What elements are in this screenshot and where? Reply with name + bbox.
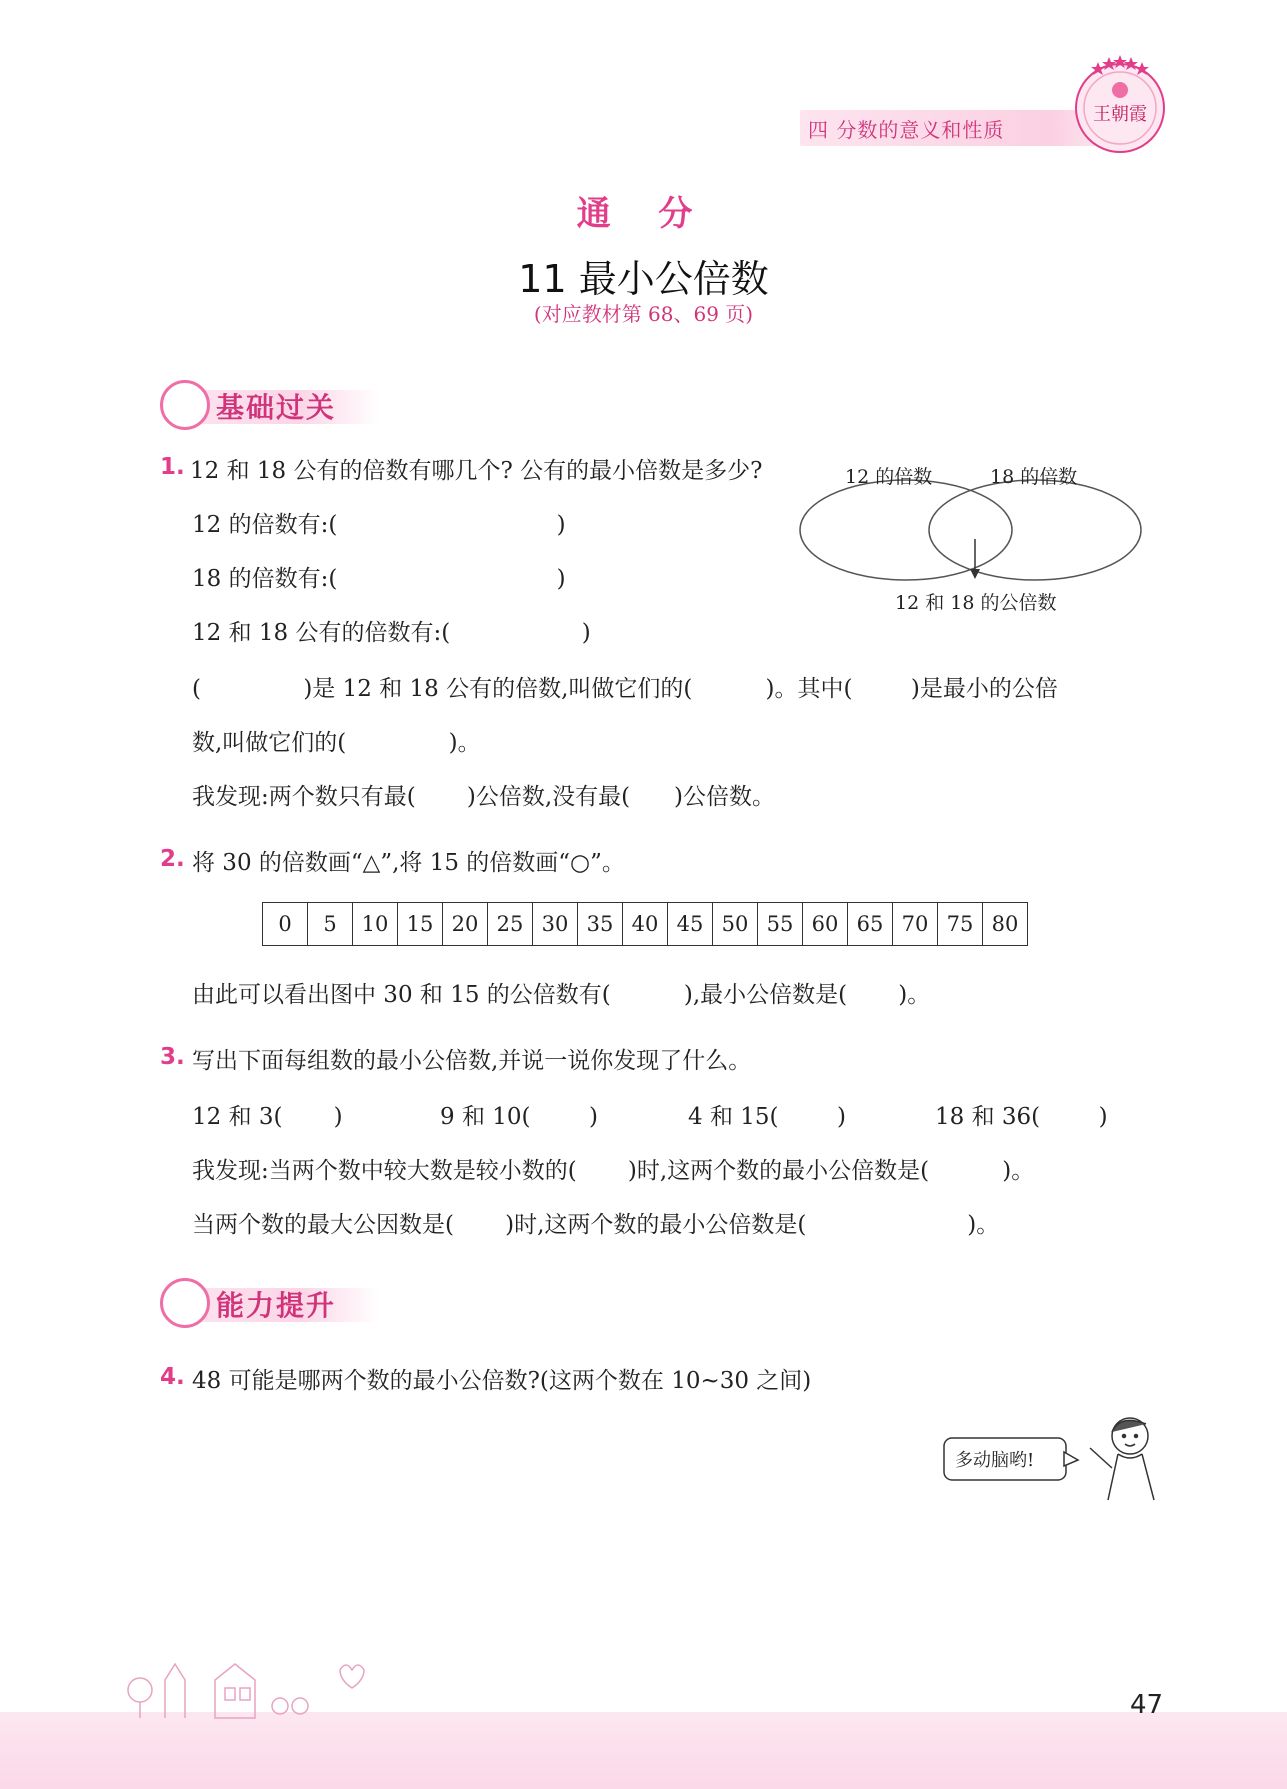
venn-right-ellipse [929, 480, 1141, 580]
q1-line-definition: ( )是 12 和 18 公有的倍数,叫做它们的( )。其中( )是最小的公倍 [192, 676, 1058, 702]
section-header-advanced [160, 1278, 400, 1326]
number-cell[interactable]: 50 [713, 903, 758, 946]
number-cell[interactable]: 10 [353, 903, 398, 946]
lesson-title: 11 最小公倍数 [518, 257, 769, 301]
q3-pair-4: 18 和 36( ) [935, 1104, 1108, 1130]
venn-left-ellipse [800, 480, 1012, 580]
footer-town-illustration [120, 1640, 380, 1720]
q3-pair-2: 9 和 10( ) [440, 1104, 598, 1130]
number-cell[interactable]: 45 [668, 903, 713, 946]
number-table [262, 902, 1028, 946]
number-cell[interactable]: 75 [938, 903, 983, 946]
number-cell[interactable]: 30 [533, 903, 578, 946]
question-text: 将 30 的倍数画“△”,将 15 的倍数画“○”。 [192, 850, 625, 876]
number-cell[interactable]: 15 [398, 903, 443, 946]
venn-bottom-label: 12 和 18 的公倍数 [895, 592, 1057, 614]
brand-badge [1065, 50, 1175, 160]
question-text: 写出下面每组数的最小公倍数,并说一说你发现了什么。 [192, 1048, 752, 1074]
section-header-basic [160, 380, 400, 428]
q3-pair-1: 12 和 3( ) [192, 1104, 343, 1130]
page-number: 47 [1130, 1690, 1164, 1720]
number-cell[interactable]: 65 [848, 903, 893, 946]
section-title: 通 分 [576, 194, 711, 234]
q1-line-18-multiples: 18 的倍数有:( ) [192, 566, 566, 592]
number-cell[interactable]: 25 [488, 903, 533, 946]
number-cell[interactable]: 35 [578, 903, 623, 946]
q1-line-definition-cont: 数,叫做它们的( )。 [192, 730, 481, 756]
number-cell[interactable]: 80 [983, 903, 1028, 946]
arrow-head-icon [970, 569, 980, 579]
badge-text: 王朝霞 [1093, 104, 1147, 125]
number-cell[interactable]: 20 [443, 903, 488, 946]
q1-line-common: 12 和 18 公有的倍数有:( ) [192, 620, 591, 646]
speech-text: 多动脑哟! [955, 1450, 1035, 1471]
question-number: 4. [160, 1364, 185, 1390]
question-number: 3. [160, 1044, 185, 1070]
q1-line-12-multiples: 12 的倍数有:( ) [192, 512, 566, 538]
question-text: 48 可能是哪两个数的最小公倍数?(这两个数在 10~30 之间) [192, 1368, 812, 1394]
textbook-reference: (对应教材第 68、69 页) [533, 302, 754, 326]
number-cell[interactable]: 55 [758, 903, 803, 946]
q1-line-discovery: 我发现:两个数只有最( )公倍数,没有最( )公倍数。 [192, 784, 775, 810]
cartoon-girl-icon [160, 380, 210, 430]
venn-diagram [795, 455, 1160, 625]
number-cell[interactable]: 5 [308, 903, 353, 946]
number-cell[interactable]: 0 [263, 903, 308, 946]
number-cell[interactable]: 60 [803, 903, 848, 946]
question-number: 2. [160, 846, 185, 872]
q3-pair-3: 4 和 15( ) [688, 1104, 846, 1130]
speech-bubble [940, 1410, 1170, 1510]
chapter-title: 四 分数的意义和性质 [808, 118, 1005, 142]
section-header-label: 基础过关 [216, 391, 337, 424]
venn-left-label: 12 的倍数 [845, 466, 933, 488]
question-number: 1. [160, 454, 185, 480]
footer-band [0, 1712, 1287, 1789]
section-header-label: 能力提升 [216, 1289, 337, 1322]
number-cell[interactable]: 70 [893, 903, 938, 946]
q3-discovery-1: 我发现:当两个数中较大数是较小数的( )时,这两个数的最小公倍数是( )。 [192, 1158, 1035, 1184]
cartoon-boy-icon [1090, 1418, 1154, 1500]
q2-conclusion: 由此可以看出图中 30 和 15 的公倍数有( ),最小公倍数是( )。 [192, 982, 931, 1008]
venn-right-label: 18 的倍数 [990, 466, 1078, 488]
number-cell[interactable]: 40 [623, 903, 668, 946]
question-text: 12 和 18 公有的倍数有哪几个? 公有的最小倍数是多少? [190, 458, 763, 484]
cartoon-boy-icon [160, 1278, 210, 1328]
q3-discovery-2: 当两个数的最大公因数是( )时,这两个数的最小公倍数是( )。 [192, 1212, 1000, 1238]
